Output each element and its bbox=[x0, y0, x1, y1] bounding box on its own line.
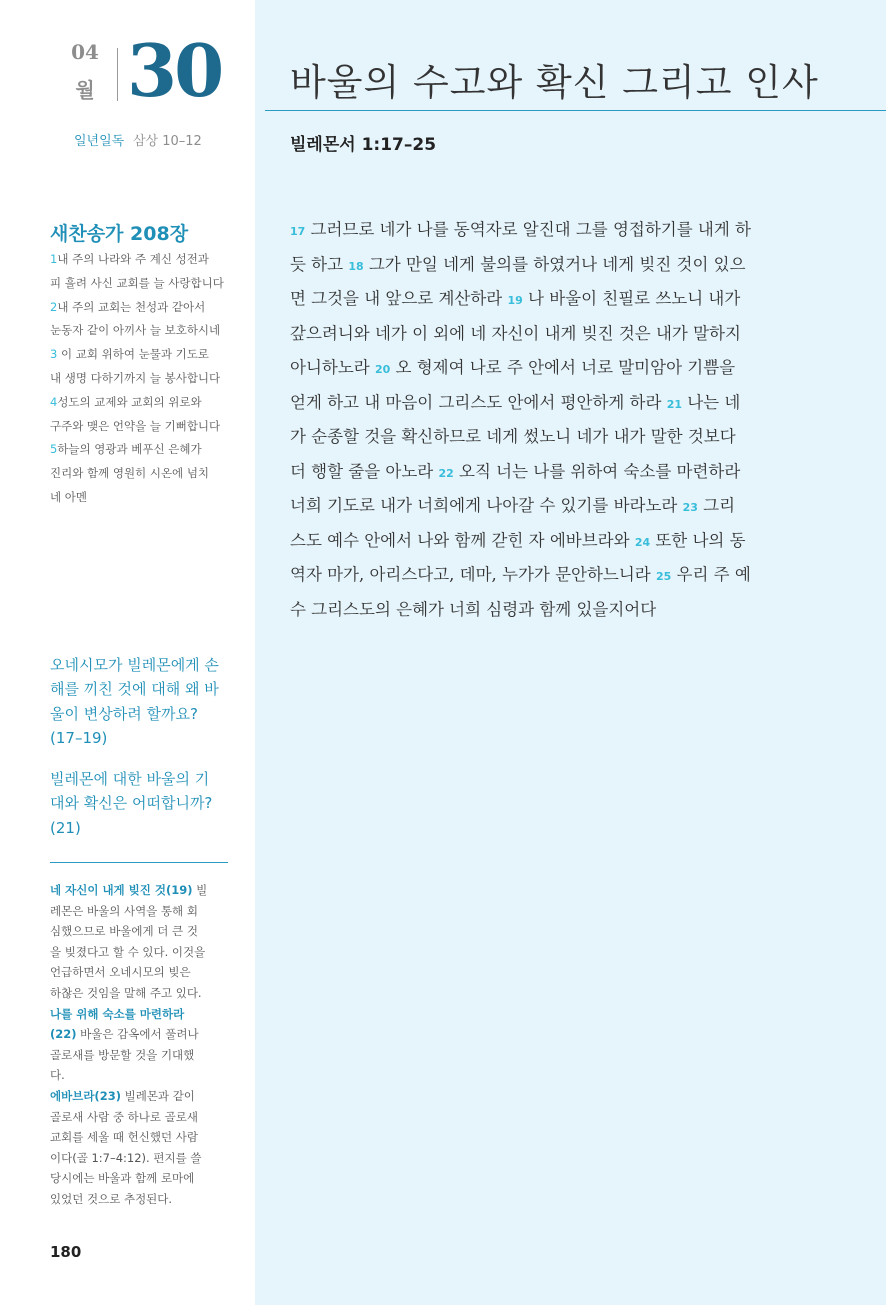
hymn-text: 피 흘려 사신 교회를 늘 사랑합니다 bbox=[50, 275, 224, 290]
verse-text: 그가 만일 네게 불의를 하였거나 네게 빚진 것이 있으 bbox=[363, 254, 746, 274]
hymn-line bbox=[50, 248, 232, 272]
note-text: 빌레몬과 같이 bbox=[120, 1088, 195, 1103]
hymn-line bbox=[50, 319, 232, 343]
hymn-line bbox=[50, 486, 232, 510]
note-text: 골로새 사람 중 하나로 골로새 bbox=[50, 1109, 198, 1124]
title-divider bbox=[265, 110, 886, 111]
note-text: 하찮은 것임을 말해 주고 있다. bbox=[50, 985, 202, 1000]
note-text: 바울은 감옥에서 풀려나 bbox=[76, 1027, 199, 1042]
stanza-number: 4 bbox=[50, 394, 58, 409]
reading-plan-value: 삼상 10–12 bbox=[133, 134, 202, 149]
stanza-number: 3 bbox=[50, 347, 58, 362]
verse-number: 18 bbox=[348, 259, 364, 273]
note-term: 에바브라(23) bbox=[50, 1088, 121, 1103]
notes-divider bbox=[50, 862, 228, 863]
verse-text: 우리 주 예 bbox=[671, 565, 751, 584]
verse-text: 갚으려니와 네가 이 외에 네 자신이 내게 빚진 것은 내가 말하지 bbox=[290, 323, 741, 343]
question-line: 빌레몬에 대한 바울의 기 bbox=[50, 770, 210, 788]
scripture-line bbox=[290, 248, 795, 283]
page-number: 180 bbox=[50, 1243, 82, 1261]
hymn-line bbox=[50, 296, 232, 320]
question-line: 울이 변상하려 할까요? bbox=[50, 704, 198, 723]
hymn-text: 구주와 맺은 언약을 늘 기뻐합니다 bbox=[50, 418, 221, 433]
verse-text: 나는 네 bbox=[682, 392, 741, 412]
note-text: 있었던 것으로 추정된다. bbox=[50, 1191, 173, 1206]
note-line bbox=[50, 1065, 232, 1086]
hymn-text: 내 주의 교회는 천성과 같아서 bbox=[57, 299, 206, 314]
scripture-line bbox=[290, 489, 795, 524]
scripture-line bbox=[290, 455, 795, 490]
verse-number: 17 bbox=[290, 225, 306, 238]
hymn-lyrics bbox=[50, 248, 232, 510]
day-number: 30 bbox=[127, 28, 222, 113]
hymn-title: 새찬송가 208장 bbox=[50, 223, 189, 245]
note-text: 교회를 세울 때 헌신했던 사람 bbox=[50, 1130, 198, 1145]
verse-number: 19 bbox=[507, 294, 523, 307]
stanza-number: 5 bbox=[50, 442, 58, 457]
page-title: 바울의 수고와 확신 그리고 인사 bbox=[290, 61, 819, 104]
verse-text: 아니하노라 bbox=[290, 358, 375, 377]
question-line: (17–19) bbox=[50, 728, 108, 747]
question-line: 오네시모가 빌레몬에게 손 bbox=[50, 656, 219, 674]
passage-reference: 빌레몬서 1:17–25 bbox=[290, 135, 437, 155]
scripture-line bbox=[290, 524, 795, 559]
verse-text: 나 바울이 친필로 쓰노니 내가 bbox=[522, 289, 741, 308]
note-text: 레몬은 바울의 사역을 통해 회 bbox=[50, 903, 198, 918]
hymn-text: 내 생명 다하기까지 늘 봉사합니다 bbox=[50, 370, 221, 385]
verse-number: 21 bbox=[666, 397, 682, 411]
verse-text: 수 그리스도의 은혜가 너희 심령과 함께 있을지어다 bbox=[290, 599, 657, 619]
hymn-line bbox=[50, 415, 232, 439]
verse-text: 너희 기도로 내가 너희에게 나아갈 수 있기를 바라노라 bbox=[290, 496, 683, 515]
question-line: 대와 확신은 어떠합니까? bbox=[50, 794, 213, 813]
scripture-line bbox=[290, 317, 795, 352]
reading-plan-label: 일년일독 bbox=[74, 134, 125, 149]
question-line: 해를 끼친 것에 대해 왜 바 bbox=[50, 680, 219, 699]
note-term: 네 자신이 내게 빚진 것(19) bbox=[50, 883, 193, 897]
note-term: 나를 위해 숙소를 마련하라 bbox=[50, 1006, 185, 1021]
note-text: 언급하면서 오네시모의 빚은 bbox=[50, 965, 191, 980]
stanza-number: 2 bbox=[50, 299, 58, 314]
hymn-text: 진리와 함께 영원히 시온에 넘치 bbox=[50, 466, 210, 481]
verse-number: 22 bbox=[438, 466, 454, 480]
scripture-line bbox=[290, 593, 795, 628]
note-line bbox=[50, 1107, 232, 1128]
study-notes bbox=[50, 880, 232, 1210]
scripture-text bbox=[290, 213, 795, 627]
verse-number: 24 bbox=[634, 535, 651, 549]
verse-number: 20 bbox=[374, 363, 391, 376]
hymn-line bbox=[50, 438, 232, 462]
note-text: 이다(골 1:7–4:12). 편지를 쓸 bbox=[50, 1150, 202, 1165]
question-line: (21) bbox=[50, 818, 81, 837]
hymn-text: 네 아멘 bbox=[50, 489, 87, 504]
main-column bbox=[255, 0, 886, 1305]
month-number: 04 bbox=[71, 40, 99, 64]
scripture-line bbox=[290, 558, 795, 593]
note-line bbox=[50, 1189, 232, 1210]
note-line bbox=[50, 880, 232, 901]
verse-text: 오 형제여 나로 주 안에서 너로 말미암아 기쁨을 bbox=[390, 358, 736, 377]
month-word: 월 bbox=[75, 78, 95, 102]
note-term: (22) bbox=[50, 1027, 77, 1042]
note-line bbox=[50, 1168, 232, 1189]
hymn-text: 성도의 교제와 교회의 위로와 bbox=[57, 394, 202, 409]
scripture-line bbox=[290, 351, 795, 386]
hymn-line bbox=[50, 391, 232, 415]
stanza-number: 1 bbox=[50, 252, 58, 266]
verse-text: 듯 하고 bbox=[290, 254, 349, 274]
note-line bbox=[50, 1045, 232, 1066]
verse-number: 25 bbox=[655, 570, 672, 583]
note-line bbox=[50, 1004, 232, 1025]
note-line bbox=[50, 921, 232, 942]
scripture-line bbox=[290, 420, 795, 455]
note-line bbox=[50, 983, 232, 1004]
verse-text: 역자 마가, 아리스다고, 데마, 누가가 문안하느니라 bbox=[290, 565, 656, 584]
verse-text: 그러므로 네가 나를 동역자로 알진대 그를 영접하기를 내게 하 bbox=[305, 220, 751, 239]
hymn-line bbox=[50, 343, 232, 367]
scripture-line bbox=[290, 213, 795, 248]
verse-text: 그리 bbox=[697, 496, 736, 515]
hymn-text: 내 주의 나라와 주 계신 성전과 bbox=[57, 252, 209, 266]
note-line bbox=[50, 1127, 232, 1148]
scripture-line bbox=[290, 386, 795, 421]
note-line bbox=[50, 962, 232, 983]
note-line bbox=[50, 1086, 232, 1107]
hymn-text: 눈동자 같이 아끼사 늘 보호하시네 bbox=[50, 323, 221, 338]
note-text: 골로새를 방문할 것을 기대했 bbox=[50, 1047, 195, 1062]
verse-text: 스도 예수 안에서 나와 함께 갇힌 자 에바브라와 bbox=[290, 530, 635, 550]
note-text: 다. bbox=[50, 1068, 65, 1083]
note-text: 심했으므로 바울에게 더 큰 것 bbox=[50, 924, 198, 939]
verse-text: 오직 너는 나를 위하여 숙소를 마련하라 bbox=[453, 461, 741, 481]
verse-number: 23 bbox=[682, 501, 698, 514]
question-1 bbox=[50, 653, 232, 750]
verse-text: 가 순종할 것을 확신하므로 네게 썼노니 네가 내가 말한 것보다 bbox=[290, 427, 736, 446]
hymn-line bbox=[50, 272, 232, 296]
verse-text: 얻게 하고 내 마음이 그리스도 안에서 평안하게 하라 bbox=[290, 392, 667, 412]
verse-text: 더 행할 줄을 아노라 bbox=[290, 461, 439, 481]
hymn-text: 하늘의 영광과 베푸신 은혜가 bbox=[57, 442, 202, 457]
note-line bbox=[50, 942, 232, 963]
note-text: 빌 bbox=[192, 883, 208, 897]
note-text: 당시에는 바울과 함께 로마에 bbox=[50, 1171, 195, 1186]
question-2 bbox=[50, 767, 232, 840]
hymn-text: 이 교회 위하여 눈물과 기도로 bbox=[57, 347, 209, 362]
note-line bbox=[50, 1148, 232, 1169]
verse-text: 또한 나의 동 bbox=[650, 530, 746, 550]
hymn-line bbox=[50, 462, 232, 486]
note-text: 을 빚졌다고 할 수 있다. 이것을 bbox=[50, 944, 206, 959]
note-line bbox=[50, 901, 232, 922]
note-line bbox=[50, 1024, 232, 1045]
verse-text: 면 그것을 내 앞으로 계산하라 bbox=[290, 289, 508, 308]
scripture-line bbox=[290, 282, 795, 317]
hymn-line bbox=[50, 367, 232, 391]
date-divider bbox=[117, 48, 118, 101]
